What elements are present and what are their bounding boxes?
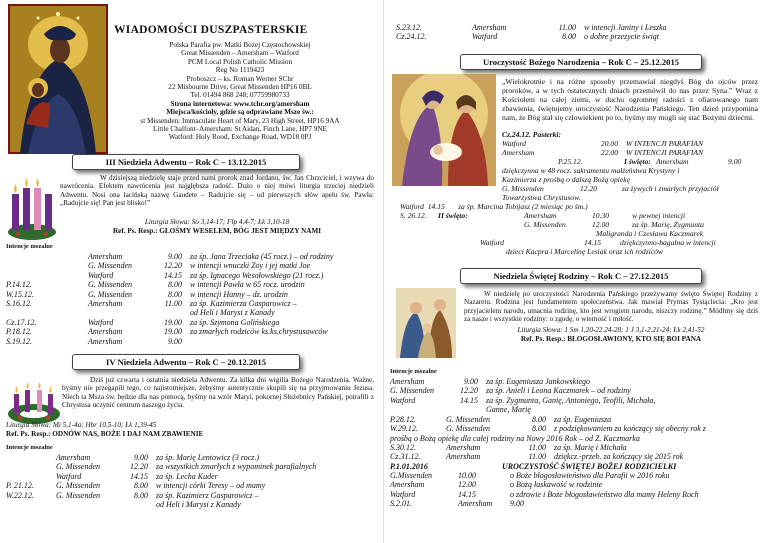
mass-time	[448, 405, 478, 414]
p25-place: Amersham	[656, 157, 689, 166]
advent-wreath-image	[6, 374, 62, 426]
schedule-row	[390, 405, 756, 414]
mass-place: G. Missenden	[56, 490, 100, 500]
parish-line: 22 Misbourne Drive, Great Missenden HP16 0BL	[168, 83, 312, 92]
schedule-row	[396, 23, 744, 32]
mass-time: 14.15	[164, 270, 182, 280]
schedule-row	[6, 290, 380, 299]
pasterki-schedule	[502, 140, 756, 158]
w29-cont: prośbą o Bożą opiekę dla całej rodziny na Nowy 2016 Rok – od Z. Kaczmarka	[390, 434, 640, 443]
schedule-row	[6, 491, 356, 500]
mass-time: 11.00	[528, 443, 546, 452]
schedule-row	[6, 481, 356, 490]
p25-intent: Kazimierza z prośbą o dalszą Bożą opiekę	[502, 175, 630, 184]
mass-place: Amersham	[446, 443, 481, 452]
mass-time: 12.00	[458, 480, 476, 490]
s26-day: S. 26.12.	[400, 211, 427, 220]
mass-time: 8.00	[562, 32, 576, 42]
schedule-row	[390, 490, 766, 499]
mass-time: 11.00	[164, 299, 182, 309]
mass-day: W.15.12.	[6, 289, 34, 299]
holy-family-liturgy: Liturgia Słowa: 1 Sm 1,20-22.24-28; 1 J 3,1-2.21-24; Łk 2,41-52	[517, 326, 705, 334]
mass-intent: w intencji Pawła w 65 rocz. urodzin	[190, 280, 305, 290]
schedule-row	[390, 443, 764, 452]
p25-intent: dziękczynna w 48 rocz. sakramentu małżeństwa Krystyny i	[502, 166, 680, 175]
church-line: st Missenden: Immaculate Heart of Mary, 23 High Street, HP16 9AA	[140, 116, 340, 125]
s26-place: G. Missenden	[524, 220, 566, 229]
mass-day: S.30.12.	[390, 443, 416, 452]
mass-intent: za zmarłych rodziców ks.ks.chrystusowców	[190, 327, 328, 337]
schedule-row	[6, 462, 356, 471]
mass-place: Watford	[88, 270, 114, 280]
schedule-row	[6, 299, 380, 308]
christmas-banner: Uroczystość Bożego Narodzenia – Rok C – 25.12.2015	[460, 54, 702, 70]
schedule-top	[396, 23, 744, 42]
mass-place: G. Missenden	[446, 424, 490, 434]
mass-place: Amersham	[56, 453, 91, 462]
gm-intent: za żywych i zmarłych przyjaciół	[622, 184, 719, 193]
mass-place	[56, 500, 120, 509]
schedule-row	[6, 252, 380, 261]
website-line[interactable]: Strona internetowa: www.tchr.org/amersham	[170, 99, 310, 108]
pasterki-label: Cz.24.12. Pasterki:	[502, 130, 562, 139]
advent4-refrain: Ref. Ps. Resp.: ODNÓW NAS, BOŻE I DAJ NAM ZBAWIENIE	[6, 430, 204, 438]
church-line: Watford: Holy Rood, Exchange Road, WD18 0PJ	[168, 133, 312, 142]
schedule-row	[6, 280, 380, 289]
schedule-row	[6, 308, 380, 317]
mass-intent: o dobre przeżycie świąt	[584, 32, 660, 42]
advent3-refrain: Ref. Ps. Resp.: GŁOŚMY WESELEM, BÓG JEST MIĘDZY NAMI	[112, 227, 322, 235]
mass-time: 19.00	[164, 327, 182, 337]
advent4-text: Dziś już czwarta i ostatnia niedziela Adwentu. Za kilka dni wigilia Bożego Narodzenia. Ważne, byśmy nie przegapili tego, co najistotniejsze, żebyśmy autentycznie skupili się na przyjmowaniu Jezusa. Niech ta Msza św. będzie dla nas pomocą, byśmy na wzór Maryi, pokornej Służebnicy Pańskiej, potrafili z Chrystusa uczynić centrum naszego życia.	[62, 376, 374, 410]
mass-day: S.19.12.	[6, 336, 32, 346]
s26-label: II święto:	[438, 211, 468, 220]
mass-time: 11.00	[558, 23, 576, 32]
mass-time: 20.00	[600, 139, 618, 148]
mass-day: S.16.12.	[6, 299, 32, 309]
mass-place: G. Missenden	[88, 289, 132, 299]
mass-intent: od Heli i Marysi z Kanady	[156, 500, 241, 510]
parish-line: Reg No 1119423	[215, 66, 265, 75]
advent3-text: W dzisiejszą niedzielę staje przed nami prorok znad Jordanu, św. Jan Chrzciciel, i wzywa do nawrócenia. Efektem nawrócenia jest najgłębsza radość. Dużo o niej mówi liturgia trzeciej niedzieli Adwentu. Nosi ona łacińską nazwę Gaudete – Radujcie się – od pierwszych słów apelu św. Pawła: „Radujcie się! Pan jest blisko!”	[60, 174, 374, 208]
schedule-advent3	[6, 252, 380, 346]
mass-place: G. Missenden	[56, 462, 100, 472]
mass-place: Amersham	[88, 336, 123, 346]
mass-intent: za śp. Kazimierz Gasparowicz –	[156, 490, 259, 500]
mass-intent: za śp. Anieli i Leona Kaczmarek – od rodziny	[486, 386, 631, 396]
mass-time: 8.00	[532, 424, 546, 434]
mass-intent: o Bożą łaskawość w rodzinie	[510, 480, 603, 490]
mass-intent: w intencji wnuczki Zoy i jej matki Joe	[190, 261, 311, 271]
mass-time: 14.15	[458, 489, 476, 499]
advent3-liturgy: Liturgia Słowa: So 3,14-17; Flp 4,4-7; Łk 3,10-18	[144, 218, 290, 226]
intentions-label: Intencje mszalne	[6, 243, 53, 250]
mass-day: W.22.12.	[6, 490, 34, 500]
s26-watford-intent: dziękczynno-bagalna w intencji	[620, 238, 716, 247]
mass-day	[6, 453, 56, 462]
p25-time: 9.00	[728, 157, 742, 166]
mass-place: Watford	[56, 471, 82, 481]
schedule-row	[6, 337, 380, 346]
mass-day	[6, 271, 88, 280]
mass-intent: za śp. Jana Trzeciaka (45 rocz.) – od rodziny	[190, 252, 334, 261]
schedule-row	[6, 500, 356, 509]
holy-family-banner: Niedziela Świętej Rodziny – Rok C – 27.12.2015	[460, 268, 702, 284]
mass-intent: 9.00	[510, 499, 524, 509]
christmas-text: „Wielokrotnie i na różne sposoby przemawiał niegdyś Bóg do ojców przez proroków, a w tych ostatecznych dniach przemówił do nas przez Syna.” Wraz z Kościołem na całej ziemi, w duchu ogromnej radości z ofiarowanego nam zbawienia, świętujemy uroczystość Narodzenia Pańskiego. Ten dzień przypomina nam, że Bóg stał się człowiekiem po to, byśmy my mogli się stać Bożymi dziećmi.	[502, 77, 758, 122]
schedule-yearend	[390, 443, 764, 462]
mass-place: S.2.01.	[390, 499, 412, 509]
mass-time: 11.00	[528, 452, 546, 462]
mass-place: Amersham	[88, 327, 123, 337]
mass-intent: za śp. Eugeniusza	[554, 415, 612, 424]
mass-time: 12.20	[130, 462, 148, 472]
mass-day	[6, 261, 88, 270]
mass-time: 9.00	[168, 336, 182, 346]
mass-time: Amersham	[458, 499, 493, 509]
mass-time: 14.15	[130, 471, 148, 481]
p0101-title: UROCZYSTOŚĆ ŚWIĘTEJ BOŻEJ RODZICIELKI	[502, 462, 677, 471]
mass-place: G. Missenden	[88, 280, 132, 290]
mass-intent	[182, 337, 380, 346]
schedule-newyear	[390, 471, 766, 509]
mass-intent: W INTENCJI PARAFIAN	[626, 147, 704, 157]
s26-intent: za śp. Marię, Zygmunta	[632, 220, 704, 229]
mass-intent: za śp. Szymona Golińskiego	[190, 317, 280, 327]
mass-intent: za śp. Marię Lentowicz (3 rocz.)	[156, 453, 260, 462]
mass-intent: za śp. Eugeniusza Jankowskiego	[486, 377, 590, 386]
mass-place: Amersham	[472, 23, 507, 32]
schedule-weekdays	[390, 415, 764, 434]
mass-place: G.Missenden	[390, 471, 432, 480]
schedule-row	[390, 386, 756, 395]
mass-intent: W INTENCJI PARAFIAN	[626, 139, 704, 148]
mass-place: Watford	[502, 139, 526, 148]
church-line: Little Chalfont–Amersham: St Aidan, Finch Lane, HP7 9NE	[153, 125, 327, 134]
mass-time: 9.00	[464, 377, 478, 386]
gm-place: G. Missenden	[502, 184, 544, 193]
mass-place: Amersham	[88, 299, 123, 309]
nativity-image	[392, 74, 496, 186]
mass-place: Watford	[472, 32, 498, 42]
mass-place: Watford	[88, 317, 114, 327]
advent4-banner: IV Niedziela Adwentu – Rok C – 20.12.2015	[72, 354, 300, 370]
mass-intent: za wszystkich zmarłych z wypominek parafialnych	[156, 462, 317, 472]
advent-candles-image	[6, 172, 58, 242]
s26-intent: Maligranda i Czesława Kaczmarek	[596, 229, 704, 238]
s26-time: 10.30	[592, 211, 610, 220]
p0101-day: P.1.01.2016	[390, 462, 428, 471]
mass-place: Amersham	[390, 377, 425, 386]
mass-intent: Ganne, Marię	[486, 405, 531, 415]
mass-time	[152, 308, 182, 317]
watford-line: Watford 14.15 za śp. Marcina Tobijasz (2 miesiąc po śm.)	[400, 202, 588, 211]
mass-place	[390, 405, 448, 414]
mass-time: 19.00	[164, 317, 182, 327]
schedule-row	[390, 452, 764, 461]
mass-day: Cz.31.12.	[390, 452, 421, 462]
parish-info	[110, 41, 370, 142]
mass-intent: od Heli i Marysi z Kanady	[190, 308, 275, 318]
p25-day: P.25.12.	[558, 157, 583, 166]
churches-heading: Miejsca/kościoły, gdzie są odprawiane Msze św.:	[166, 108, 314, 117]
schedule-row	[390, 377, 756, 386]
mass-time: 9.00	[134, 453, 148, 462]
mass-time	[120, 500, 148, 509]
s26-time: 12.00	[592, 220, 610, 229]
mass-day: Cz.17.12.	[6, 317, 37, 327]
schedule-holy-family	[390, 377, 756, 415]
mass-intent: o Boże błogosławieństwo dla Parafii w 2016 roku	[510, 471, 670, 480]
schedule-row	[6, 318, 380, 327]
mass-day	[6, 308, 88, 317]
mass-intent: w intencji córki Teresy – od mamy	[156, 481, 266, 491]
gm-intent: Towarzystwa Chrystusow.	[502, 193, 581, 202]
mass-day: P.18.12.	[6, 327, 32, 337]
right-page	[384, 0, 768, 543]
s26-watford-place: Watford	[480, 238, 504, 247]
madonna-icon-image	[8, 4, 108, 154]
s26-intent: w pewnej intencji	[632, 211, 686, 220]
schedule-row	[390, 499, 766, 508]
schedule-row	[396, 32, 744, 41]
mass-intent: za śp. Lecha Kuder	[156, 471, 218, 481]
mass-day: P.28.12.	[390, 415, 416, 424]
mass-time: 8.00	[168, 280, 182, 290]
mass-place: Amersham	[390, 480, 425, 490]
mass-intent: w intencji Janiny i Leszka	[584, 23, 667, 32]
parish-line: Proboszcz – ks. Roman Werner SChr	[186, 74, 294, 83]
mass-intent: w intencji Hanny – dz. urodzin	[190, 289, 288, 299]
mass-place: Watford	[390, 395, 416, 405]
schedule-row	[390, 424, 764, 433]
mass-time: 12.20	[460, 386, 478, 396]
mass-intent: za śp. Kazimierza Gasparowicz –	[190, 299, 297, 309]
mass-intent: za śp. Zygmunta, Ganię, Antoniego, Teofili, Michała,	[486, 395, 656, 405]
mass-day: W.29.12.	[390, 424, 418, 434]
mass-time: 9.00	[168, 252, 182, 261]
holy-family-refrain: Ref. Ps. Resp.: BŁOGOSŁAWIONY, KTO SIĘ BOI PANA	[520, 335, 702, 343]
mass-day	[6, 462, 56, 471]
parish-line: Polska Parafia pw. Matki Bożej Częstochowskiej	[169, 41, 311, 49]
advent3-banner: III Niedziela Adwentu – Rok C – 13.12.2015	[72, 154, 300, 170]
mass-time: 22.00	[600, 147, 618, 157]
mass-intent: za śp. Ignacego Wesołowskiego (21 rocz.)	[190, 270, 324, 280]
mass-intent: o zdrowie i Boże błogosławieństwo dla mamy Heleny Roch	[510, 489, 699, 499]
mass-day: P.14.12.	[6, 280, 32, 290]
schedule-row	[6, 472, 356, 481]
parish-line: PCM Local Polish Catholic Mission	[187, 57, 293, 66]
mass-day: S.23.12.	[396, 23, 422, 32]
holy-family-image	[396, 288, 456, 358]
mass-place: Amersham	[446, 452, 481, 462]
s26-place: Amersham	[524, 211, 557, 220]
schedule-row	[390, 480, 766, 489]
newsletter-title: WIADOMOŚCI DUSZPASTERSKIE	[114, 24, 308, 36]
schedule-row	[6, 271, 380, 280]
schedule-row	[390, 471, 766, 480]
parish-line: Great Missenden – Amersham – Watford	[181, 49, 299, 58]
s26-watford-time: 14.15	[584, 238, 602, 247]
p25-label: I święto:	[624, 157, 651, 166]
schedule-row	[390, 415, 764, 424]
mass-place: G. Missenden	[88, 261, 132, 271]
schedule-row	[6, 327, 380, 336]
mass-time: 8.00	[532, 415, 546, 424]
parish-line: Tel. 01494 868 248; 07759980733	[190, 91, 290, 100]
mass-time: 12.20	[164, 261, 182, 271]
mass-place	[88, 308, 152, 317]
schedule-row	[390, 396, 756, 405]
mass-place: G. Missenden	[56, 481, 100, 491]
mass-place: Amersham	[88, 252, 123, 261]
gm-time: 12.20	[580, 184, 598, 193]
mass-place: G. Missenden	[390, 386, 434, 396]
mass-day	[6, 472, 56, 481]
holy-family-text: W niedzielę po uroczystości Narodzenia Pańskiego przeżywamy święto Świętej Rodziny z Nazaretu. Rodzina jest fundamentem społeczeństwa. Jak mawiał Prymas Tysiąclecia: „Kto jest przyjacielem narodu, umacnia rodzinę, kto jest wrogiem narodu, niszczy rodzinę.” Módlmy się dziś za nasze i wszystkie rodziny: o zgodę, o wierność i miłość.	[464, 290, 758, 324]
schedule-row	[6, 261, 380, 270]
intentions-label: Intencje mszalne	[6, 444, 53, 451]
intentions-label: Intencje mszalne	[390, 368, 437, 375]
schedule-advent4	[6, 453, 356, 509]
mass-time: 8.00	[168, 289, 182, 299]
mass-day	[6, 500, 56, 509]
mass-day	[6, 252, 88, 261]
mass-time: 14.15	[460, 395, 478, 405]
mass-place: G. Missenden	[446, 415, 490, 424]
mass-intent: dziękcz.-przeb. za kończący się 2015 rok	[554, 452, 684, 462]
advent4-liturgy: Liturgia Słowa: Mi 5,1-4a; Hbr 10,5-10; Łk 1,39-45	[6, 421, 157, 429]
mass-day: P. 21.12.	[6, 481, 34, 491]
mass-place: Watford	[390, 489, 416, 499]
mass-day: Cz.24.12.	[396, 32, 427, 42]
mass-time: 8.00	[134, 490, 148, 500]
s26-watford-intent: dzieci Kacpra i Marcelinę Lesiak oraz ich rodziców	[506, 247, 663, 256]
mass-time: 10.00	[458, 471, 476, 480]
mass-place: Amersham	[502, 147, 535, 157]
mass-intent: z podziękowaniem za kończący się obecny rok z	[554, 424, 706, 434]
mass-time: 8.00	[134, 481, 148, 491]
mass-intent: za śp. Marię i Michała	[554, 443, 627, 452]
schedule-row	[6, 453, 356, 462]
